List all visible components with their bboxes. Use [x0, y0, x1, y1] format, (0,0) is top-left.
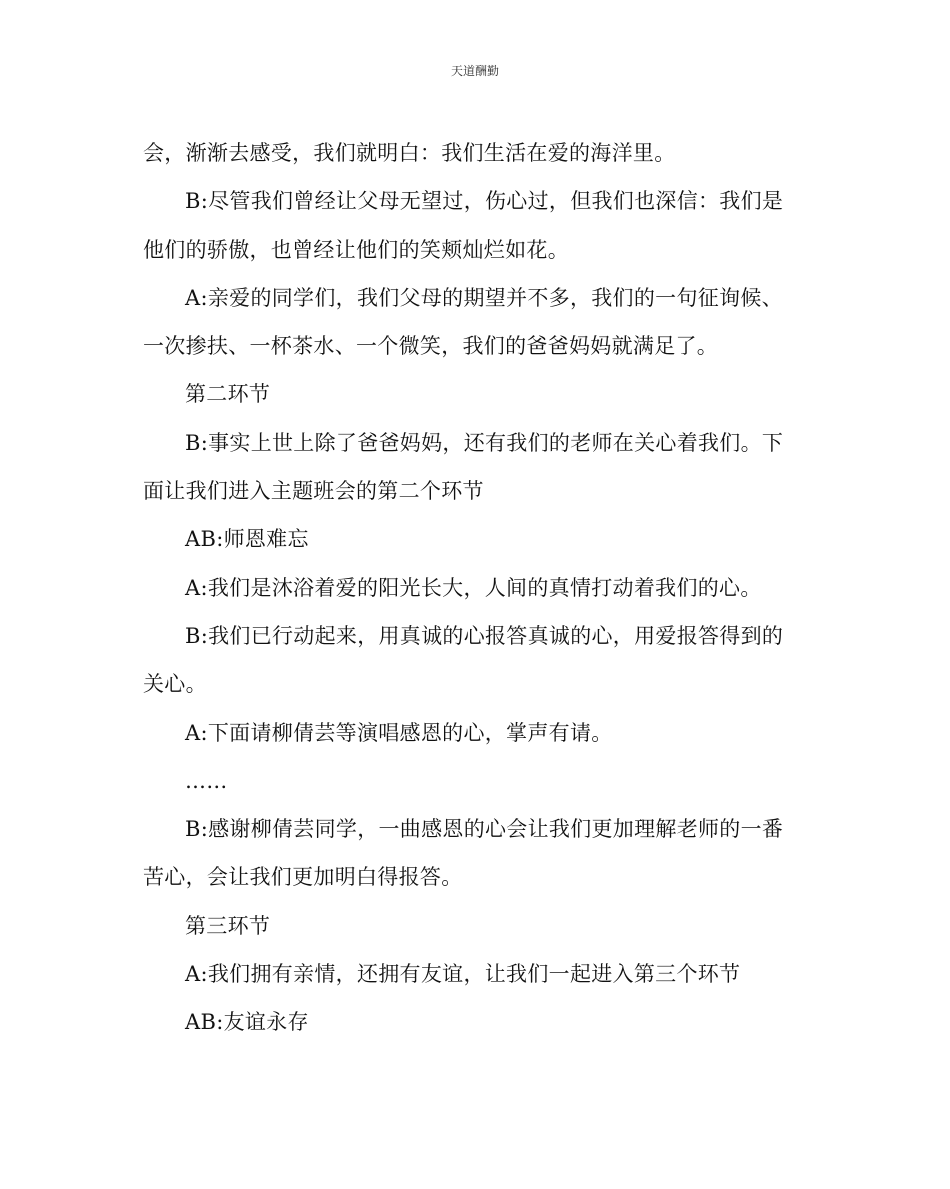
- text-line: A:下面请柳倩芸等演唱感恩的心，掌声有请。: [185, 720, 613, 745]
- section-heading: 第二环节: [185, 382, 271, 407]
- text-line: 关心。: [143, 672, 207, 697]
- text-line: B:事实上世上除了爸爸妈妈，还有我们的老师在关心着我们。下: [185, 430, 784, 455]
- document-body: [143, 129, 807, 1047]
- text-line: A:我们拥有亲情，还拥有友谊，让我们一起进入第三个环节: [185, 962, 741, 987]
- text-line: A:亲爱的同学们，我们父母的期望并不多，我们的一句征询候、: [185, 285, 783, 310]
- page-header: 天道酬勤: [450, 64, 499, 78]
- section-heading: 第三环节: [185, 913, 271, 938]
- text-line: AB:友谊永存: [185, 1010, 309, 1035]
- text-line: 一次掺扶、一杯茶水、一个微笑，我们的爸爸妈妈就满足了。: [143, 334, 719, 359]
- text-line: 面让我们进入主题班会的第二个环节: [143, 479, 484, 504]
- text-line: B:我们已行动起来，用真诚的心报答真诚的心，用爱报答得到的: [185, 623, 784, 648]
- text-line: AB:师恩难忘: [185, 527, 309, 552]
- text-line: 苦心，会让我们更加明白得报答。: [143, 865, 463, 890]
- text-line: B:感谢柳倩芸同学，一曲感恩的心会让我们更加理解老师的一番: [185, 817, 784, 842]
- text-line: 会，渐渐去感受，我们就明白：我们生活在爱的海洋里。: [143, 141, 676, 165]
- ellipsis-line: ……: [185, 768, 228, 793]
- text-line: A:我们是沐浴着爱的阳光长大，人间的真情打动着我们的心。: [185, 575, 762, 600]
- text-line: B:尽管我们曾经让父母无望过，伤心过，但我们也深信：我们是: [185, 189, 784, 214]
- text-line: 他们的骄傲，也曾经让他们的笑颊灿烂如花。: [143, 237, 569, 262]
